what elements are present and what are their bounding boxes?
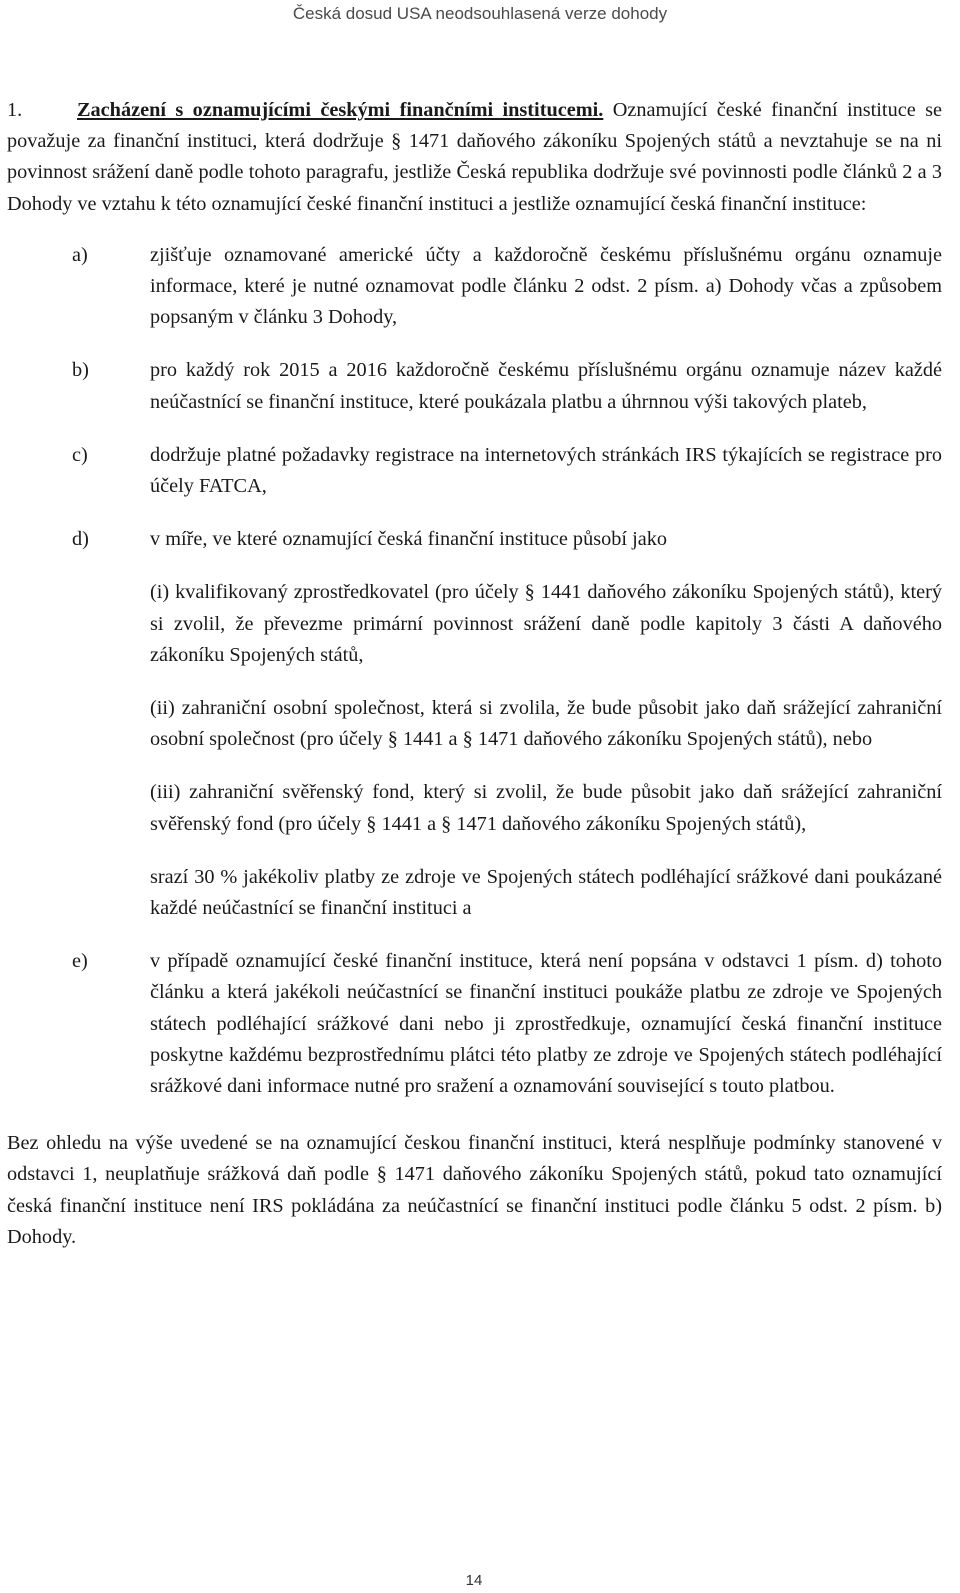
- list-item-a: [7, 240, 942, 334]
- item-letter: c): [72, 443, 88, 466]
- item-letter: a): [72, 243, 88, 266]
- item-letter: b): [72, 359, 89, 382]
- item-list: [7, 240, 942, 1102]
- list-item-d: [7, 524, 942, 924]
- subitem-i: (i) kvalifikovaný zprostředkovatel (pro účely § 1441 daňového zákoníku Spojených států), který si zvolil, že převezme primární povinnost srážení daně podle kapitoly 3 části A daňového zákoníku Spojených států,: [150, 581, 942, 666]
- subitem-closing: srazí 30 % jakékoliv platby ze zdroje ve Spojených státech podléhající srážkové dani poukázané každé neúčastnící se finanční instituci a: [150, 865, 942, 920]
- section-title: Zacházení s oznamujícími českými finančními institucemi.: [77, 99, 604, 121]
- section-number: 1.: [7, 99, 23, 121]
- list-item-c: [7, 440, 942, 502]
- item-text: v případě oznamující české finanční instituce, která není popsána v odstavci 1 písm. d) tohoto článku a která jakékoli neúčastnící se finanční instituci poukáže platbu ze zdroje ve Spojených státech podléhající srážkové dani nebo ji zprostředkuje, oznamující česká finanční instituce poskytne každému bezprostřednímu plátci této platby ze zdroje ve Spojených státech podléhající srážkové dani informace nutné pro sražení a oznamování související s touto platbou.: [150, 950, 942, 1098]
- item-text: zjišťuje oznamované americké účty a každoročně českému příslušnému orgánu oznamuje informace, které je nutné oznamovat podle článku 2 odst. 2 písm. a) Dohody včas a způsobem popsaným v článku 3 Dohody,: [150, 243, 942, 329]
- item-text: pro každý rok 2015 a 2016 každoročně českému příslušnému orgánu oznamuje název každé neúčastnící se finanční instituce, které poukázala platbu a úhrnnou výši takových plateb,: [150, 359, 942, 413]
- page-number: 14: [465, 1572, 483, 1589]
- subitem-ii: (ii) zahraniční osobní společnost, která si zvolila, že bude působit jako daň srážející zahraniční osobní společnost (pro účely § 1441 a § 1471 daňového zákoníku Spojených států), nebo: [150, 697, 942, 751]
- document-body: [7, 95, 942, 1253]
- item-text: v míře, ve které oznamující česká finanční instituce působí jako: [150, 528, 668, 551]
- list-item-b: [7, 355, 942, 417]
- section-paragraph: [7, 95, 942, 220]
- item-letter: d): [72, 528, 89, 551]
- subitem-iii: (iii) zahraniční svěřenský fond, který si zvolil, že bude působit jako daň srážející zahraniční svěřenský fond (pro účely § 1441 a § 1471 daňového zákoníku Spojených států),: [150, 781, 942, 835]
- section-intro: Oznamující české finanční instituce se považuje za finanční instituci, která dodržuje § 1471 daňového zákoníku Spojených států a nevztahuje se na ni povinnost srážení daně podle tohoto paragrafu, jestliže Česká republika dodržuje své povinnosti podle článků 2 a 3 Dohody ve vztahu k této oznamující české finanční instituci a jestliže oznamující česká finanční instituce:: [7, 99, 942, 215]
- list-item-e: [7, 946, 942, 1102]
- item-text: dodržuje platné požadavky registrace na internetových stránkách IRS týkajících se registrace pro účely FATCA,: [150, 443, 942, 498]
- item-letter: e): [72, 950, 88, 973]
- final-paragraph: Bez ohledu na výše uvedené se na oznamující českou finanční instituci, která nesplňuje podmínky stanovené v odstavci 1, neuplatňuje srážková daň podle § 1471 daňového zákoníku Spojených států, pokud tato oznamující česká finanční instituce není IRS pokládána za neúčastnící se finanční instituci podle článku 5 odst. 2 písm. b) Dohody.: [7, 1132, 942, 1248]
- document-header: Česká dosud USA neodsouhlasená verze dohody: [292, 4, 668, 23]
